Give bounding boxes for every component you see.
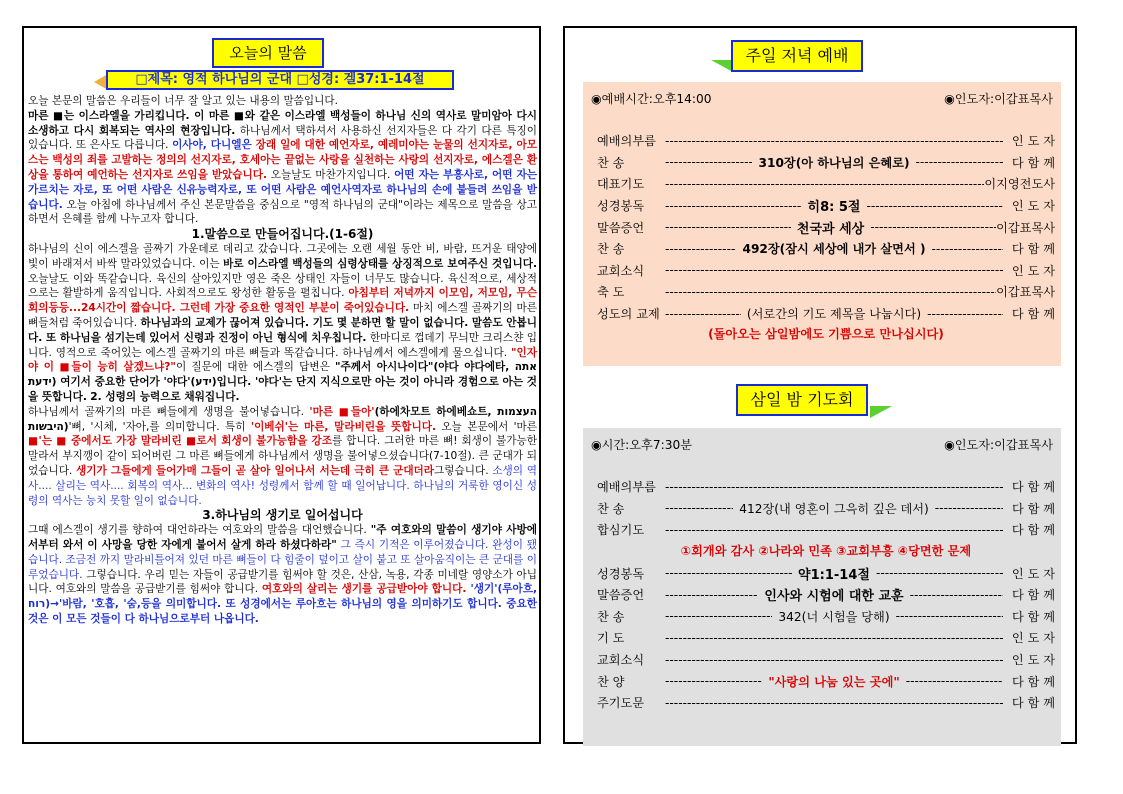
order-label: 성도의 교제 [597,307,660,322]
sermon-text-run: '생기'(루아흐, רוח)→'바람, '호흡, '숨,등을 의미합니다. 또 [28,583,538,611]
order-row [597,260,1055,282]
sermon-text-run: '마른 ■들아' [309,405,375,418]
sermon-text-run: 오늘 아침에 하나님께서 주신 본문말씀을 중심으로 "영적 하나님의 군대"이라는 제목으로 말씀을 상고하면서 은혜를 함께 나누고자 합니다. [28,198,537,226]
order-leader: 다 함 께 [1011,523,1055,538]
evening-time: ◉예배시간:오후14:00 [591,92,712,106]
dash-leader [876,566,1003,580]
dash-leader [935,501,1003,515]
order-label: 축 도 [597,285,625,300]
sermon-text-run: 하나님께서 골짜기의 마른 뼈들에게 생명을 불어넣습니다. [28,405,310,418]
sermon-text-run: (하에차모트 하에베쇼트, העצמות היבשות) [28,405,537,433]
order-label: 말씀증언 [597,588,645,603]
dash-leader [665,155,752,169]
order-label: 기 도 [597,631,625,646]
sermon-text-run: '이베쉬'는 마른, 말라비린을 뜻합니다. [250,420,437,433]
dash-leader [665,480,1003,494]
schedule-panel [563,26,1077,744]
order-label: 교회소식 [597,653,645,668]
sermon-text-run: 그때 에스겔이 생기를 향하여 대언하라는 여호와의 말씀을 대언했습니다. [28,524,371,537]
order-label: 말씀증언 [597,220,645,235]
green-triangle-icon [870,406,892,418]
sermon-paragraph [28,523,537,627]
wednesday-service-title: 삼일 밤 기도회 [736,384,868,416]
sermon-text-run: '뼈, '시체, '자아,를 의미합니다. 특히 [68,420,251,433]
evening-service-title: 주일 저녁 예배 [731,40,863,72]
sermon-paragraph [28,109,537,227]
order-detail: 히8: 5절 [807,200,861,216]
order-row [597,152,1055,174]
wednesday-order-list [597,476,1055,714]
order-label: 주기도문 [597,696,645,711]
sermon-text-run: 를 합니다. 그러한 마른 뼈! 회생이 불가능한 말라서 부지깽이 같이 되어버린 그 마른 뼈들에게 하나님께서 생명을 불어넣으셨습니다(7-10절). 큰 군대가 되었습니다. [28,435,537,477]
sermon-heading [28,227,537,242]
order-leader: 다 함 께 [1011,588,1056,603]
wednesday-service-box [583,428,1061,746]
order-leader: 다 함 께 [1011,501,1056,516]
order-row [597,195,1055,217]
order-detail: 약1:1-14절 [798,567,870,583]
order-label: 찬 양 [597,674,625,689]
sermon-text-run: ■'는 ■ 중에서도 가장 말라비린 ■로서 회생이 불가능함을 강조 [28,435,332,448]
order-row [597,584,1055,606]
sermon-text-run: "주 여호와의 말씀이 생기야 사방에서부터 와서 이 사망을 당한 자에게 붙어서 살게 하라 하셨다하라" [28,524,538,551]
order-detail: 310장(아 하나님의 은혜로) [758,155,910,170]
order-label: 성경봉독 [597,566,645,581]
evening-note: (돌아오는 삼일밤에도 기쁨으로 만나십시다) [708,327,944,342]
dash-leader [665,199,802,213]
sermon-text-run: "인자야 이 ■들이 능히 살겠느냐?" [28,346,537,374]
order-detail: (서로간의 기도 제목을 나눕시다) [746,307,922,322]
order-leader: 인 도 자 [1011,653,1055,668]
order-row [597,173,1055,195]
dash-leader [896,609,1003,623]
dash-leader [665,263,1003,277]
evening-order-list [597,130,1055,346]
order-detail: 342(너 시험을 당해) [778,609,890,624]
sermon-paragraph [28,405,537,509]
sermon-heading [28,508,537,523]
order-row [597,606,1055,628]
dash-leader [665,220,791,234]
sermon-text-run: 소생의 역사.... 살리는 역사.... 회복의 역사... 변화의 역사! 성령께서 함께 할 때 일어납니다. 하나님의 거룩한 영이신 성령의 역사는 능치 못할 일이 없습니다. [28,464,538,507]
order-row [597,692,1055,714]
order-row [597,498,1055,520]
dash-leader [910,588,1003,602]
evening-meta [591,90,1053,108]
sermon-text-run: 1.말씀으로 만들어집니다.(1-6절) [191,227,374,242]
order-row [597,281,1055,303]
prayer-topics: ①회개와 감사 ②나라와 민족 ③교회부흥 ④당면한 문제 [680,543,972,558]
sermon-text-run: 오늘날도 이와 똑같습니다. 육신의 살아있지만 영은 죽은 상태인 자들이 너무도 많습니다. 육신적으로, 세상적으로는 활발하게 움직입니다. 사회적으로도 왕성한 활동을 펼칩니다. [28,272,537,300]
sermon-text-run: 2. 성령의 능력으로 채워집니다. [90,390,240,403]
evening-service-box [583,82,1061,366]
dash-leader [665,177,984,191]
sermon-text-run: 한마디로 껍데기 무늬만 크리스챤 입니다. 영적으로 죽어있는 에스겔 골짜기의 마른 뼈들과 똑같습니다. 하나님께서 에스겔에게 물으십니다. [28,331,538,359]
order-label: 찬 송 [597,155,625,170]
green-triangle-icon [711,60,733,72]
order-row [597,649,1055,671]
sermon-panel-title: 오늘의 말씀 [212,38,324,68]
order-detail: 인사와 시험에 대한 교훈 [764,589,904,605]
order-leader: 인 도 자 [1011,134,1055,149]
dash-leader [665,285,996,299]
dash-leader [916,155,1003,169]
dash-leader [665,501,733,515]
sermon-text-run: 아침부터 저녁까지 이모임, 저모임, 무슨 회의등등...24시간이 짧습니다. 그런데 가장 중요한 영적인 부분이 죽어있습니다. [28,287,537,315]
order-row [597,627,1055,649]
sermon-text-run: 생기가 그들에게 들어가매 그들이 곧 살아 일어나서 서는데 극히 큰 군대더라 [76,464,435,477]
order-row [597,519,1055,541]
dash-leader [665,566,792,580]
sermon-text-run: 하나님께서 택하셔서 사용하신 선지자들은 다 각기 다른 특징이 있습니다. 또 은사도 다릅니다. [28,124,538,152]
sermon-text-run: 어떤 자는 부흥사로, 어떤 자는 가르치는 자로, 또 어떤 사람은 신유능력자로, 또 어떤 사람은 예언사역자로 하나님의 손에 붙들려 쓰임을 받습니다. [28,168,537,211]
order-row [597,130,1055,152]
wednesday-time: ◉시간:오후7:30분 [591,438,692,452]
evening-leader: ◉인도자:이갑표목사 [944,92,1053,106]
sermon-text-run: 오늘 본문의 말씀은 우리들이 너무 잘 알고 있는 내용의 말씀입니다. [28,95,338,107]
order-leader: 다 함 께 [1011,480,1055,495]
order-row [597,216,1055,238]
order-detail: "사랑의 나눔 있는 곳에" [768,674,900,689]
order-label: 찬 송 [597,609,625,624]
sermon-text-run: 마른 ■는 이스라엘을 가리킵니다. 이 마른 ■와 같은 이스라엘 백성들이 하나님 신의 역사로 말미암아 다시 소생하고 다시 회복되는 역사의 현장입니다. [28,109,537,137]
order-row [597,562,1055,584]
order-label: 대표기도 [597,177,645,192]
sermon-body [28,94,537,627]
dash-leader [665,631,1003,645]
order-label: 합심기도 [597,523,645,538]
sermon-text-run: 그 즉시 기적은 이루어졌습니다. 완성이 됐습니다. 조금전 까지 말라비틀어져 있던 마른 뼈들이 다 힘줄이 덮이고 살이 붙고 또 살아움직이는 큰 군대를 이루었습니다. [28,538,537,581]
dash-leader [866,199,1003,213]
sermon-text-run: 바로 이스라엘 백성들의 심령상태를 상징적으로 보여주신 것입니다. [223,257,537,270]
sermon-text-run: 3.하나님의 생기로 일어섭니다 [202,508,363,523]
sermon-text-run: 그렇습니다. 우리 믿는 자들이 공급받기를 힘써야 할 것은, 산삼, 녹용, 각종 미네랄 영양소가 아닙니다. 여호와의 말씀을 공급받기를 힘써야 합니다. [28,568,537,596]
dash-leader [932,242,1003,256]
sermon-text-run: "주께서 아시나이다"(야다 야다에타, אתה ידעת) 여기서 중요한 단어가 '야다'(ידע)입니다. '야다'는 단지 지식으로만 아는 것이 아니라 경험으로 아는 것을 뜻합니다. [28,361,537,403]
order-leader: 다 함 께 [1011,609,1056,624]
order-leader: 다 함 께 [1011,155,1055,170]
order-leader: 인 도 자 [1011,199,1055,214]
dash-leader [665,609,772,623]
wednesday-meta [591,436,1053,454]
sermon-text-run: 오늘 본문에서 '마른 [436,420,537,433]
order-leader: 다 함 께 [1011,242,1055,257]
dash-leader [665,134,1003,148]
sermon-text-run: 성경에서는 루아흐는 하나님의 영을 의미하기도 합니다. 중요한 것은 이 모든 것들이 다 하나님으로부터 나옵니다. [28,598,537,625]
dash-leader [665,653,1003,667]
order-leader: 다 함 께 [1011,696,1055,711]
sermon-panel [22,26,541,744]
order-label: 예배의부름 [597,134,656,149]
order-leader: 인 도 자 [1011,263,1055,278]
sermon-text-run: 여호와의 살리는 생기를 공급받아야 합니다. [261,583,467,596]
order-leader: 인 도 자 [1011,631,1055,646]
order-label: 교회소식 [597,263,645,278]
order-leader: 이갑표목사 [996,220,1056,235]
order-label: 성경봉독 [597,199,645,214]
sermon-text-run: 그렇습니다. [434,464,493,477]
order-detail: 492장(잠시 세상에 내가 살면서 ) [742,242,926,257]
wednesday-leader: ◉인도자:이갑표목사 [944,438,1053,452]
order-row [597,303,1055,325]
dash-leader [665,307,741,321]
sermon-text-run: 마치 에스겔 골짜기의 마른 뼈들처럼 죽어있습니다. [28,302,537,329]
order-leader: 다 함 께 [1011,674,1056,689]
dash-leader [665,696,1003,710]
order-leader: 인 도 자 [1011,566,1055,581]
order-row [597,670,1055,692]
dash-leader [927,307,1003,321]
order-leader: 다 함 께 [1011,307,1055,322]
order-row [597,476,1055,498]
order-detail: 412장(내 영혼이 그윽히 깊은 데서) [739,501,929,516]
sermon-subject-label: □제목: 영적 하나님의 군대 □성경: 겔37:1-14절 [106,70,454,90]
sermon-paragraph [28,242,537,405]
sermon-text-run: 이사야, 다니엘은 [172,139,252,152]
sermon-text-run: 오늘날도 마찬가지입니다. [267,168,395,181]
dash-leader [906,674,1003,688]
dash-leader [665,523,1003,537]
sermon-subject [94,70,454,90]
sermon-text-run: 이 질문에 대한 에스겔의 답변은 [175,361,336,374]
order-label: 찬 송 [597,242,625,257]
order-detail: 천국과 세상 [796,221,865,237]
sermon-text-run: 하나님의 신이 에스겔을 골짜기 가운데로 데리고 갔습니다. 그곳에는 오랜 세월 동안 비, 바람, 뜨거운 태양에 빛이 바래져서 바싹 말라있었습니다. 이는 [28,242,537,270]
order-label: 예배의부름 [597,480,656,495]
sermon-text-run: 장래 일에 대한 예언자로, 예레미야는 눈물의 선지자로, 아모스는 백성의 죄를 고발하는 정의의 선지자로, 호세아는 끝없는 사랑을 실천하는 사랑의 선지자로, 에스겔은 환상을 통하여 예언하는 선지자로 쓰임을 받았습니다. [28,139,537,181]
sermon-text-run: 하나님과의 교제가 끊어져 있습니다. 기도 몇 분하면 할 말이 없습니다. 말씀도 안봅니다. 또 하나님을 섬기는데 있어서 신령과 진정이 아닌 형식에 치우칩니다. [28,316,537,344]
sermon-paragraph [28,94,537,109]
order-leader: 이갑표목사 [996,285,1055,300]
order-row [597,238,1055,260]
order-label: 찬 송 [597,501,625,516]
dash-leader [870,220,996,234]
order-leader: 이지영전도사 [984,177,1055,192]
dash-leader [665,588,758,602]
dash-leader [665,242,736,256]
dash-leader [665,674,762,688]
